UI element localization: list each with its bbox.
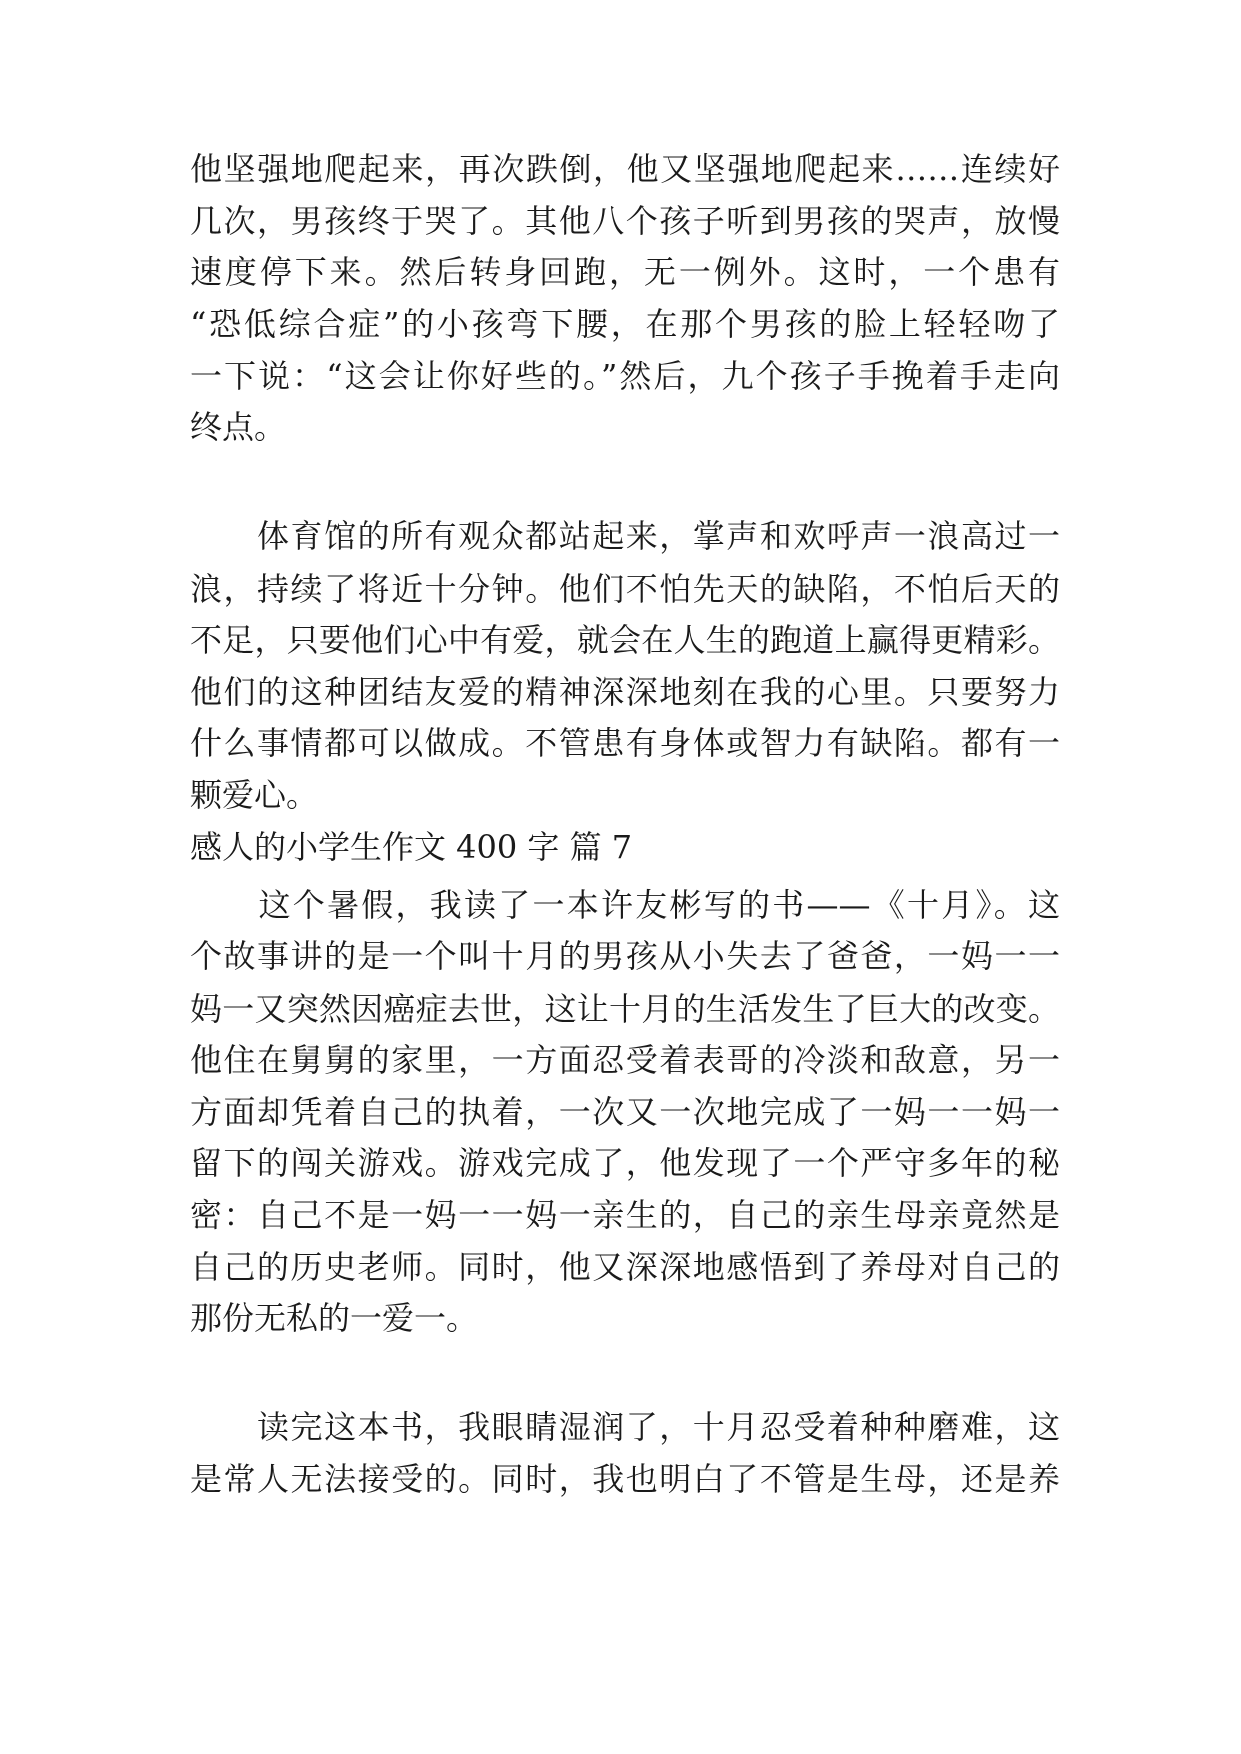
- text-line: 是常人无法接受的。同时，我也明白了不管是生母，还是养: [190, 1460, 1060, 1498]
- text-line: 妈一又突然因癌症去世，这让十月的生活发生了巨大的改变。: [190, 990, 1060, 1028]
- text-line: 那份无私的一爱一。: [190, 1299, 479, 1337]
- text-line: “恐低综合症”的小孩弯下腰，在那个男孩的脸上轻轻吻了: [190, 305, 1060, 343]
- section-heading: 感人的小学生作文 400 字 篇 7: [190, 828, 633, 866]
- text-line: 速度停下来。然后转身回跑，无一例外。这时，一个患有: [190, 253, 1060, 291]
- text-line: 他住在舅舅的家里，一方面忍受着表哥的冷淡和敌意，另一: [190, 1041, 1060, 1079]
- text-line: 几次，男孩终于哭了。其他八个孩子听到男孩的哭声，放慢: [190, 202, 1060, 240]
- text-line: 密：自己不是一妈一一妈一亲生的，自己的亲生母亲竟然是: [190, 1196, 1060, 1234]
- text-line: 个故事讲的是一个叫十月的男孩从小失去了爸爸，一妈一一: [190, 937, 1060, 975]
- text-line: 什么事情都可以做成。不管患有身体或智力有缺陷。都有一: [190, 724, 1060, 762]
- text-line: 读完这本书，我眼睛湿润了，十月忍受着种种磨难，这: [190, 1408, 1060, 1446]
- text-line: 他坚强地爬起来，再次跌倒，他又坚强地爬起来……连续好: [190, 150, 1060, 188]
- text-line: 留下的闯关游戏。游戏完成了，他发现了一个严守多年的秘: [190, 1144, 1060, 1182]
- text-line: 浪，持续了将近十分钟。他们不怕先天的缺陷，不怕后天的: [190, 570, 1060, 608]
- text-line: 不足，只要他们心中有爱，就会在人生的跑道上赢得更精彩。: [190, 621, 1060, 659]
- text-line: 一下说：“这会让你好些的。”然后，九个孩子手挽着手走向: [190, 357, 1060, 395]
- text-line: 他们的这种团结友爱的精神深深地刻在我的心里。只要努力: [190, 673, 1060, 711]
- text-line: 体育馆的所有观众都站起来，掌声和欢呼声一浪高过一: [190, 517, 1060, 555]
- text-line: 颗爱心。: [190, 776, 319, 814]
- text-line: 方面却凭着自己的执着，一次又一次地完成了一妈一一妈一: [190, 1093, 1060, 1131]
- text-line: 终点。: [190, 408, 287, 446]
- text-line: 自己的历史老师。同时，他又深深地感悟到了养母对自己的: [190, 1248, 1060, 1286]
- text-line: 这个暑假，我读了一本许友彬写的书——《十月》。这: [190, 886, 1060, 924]
